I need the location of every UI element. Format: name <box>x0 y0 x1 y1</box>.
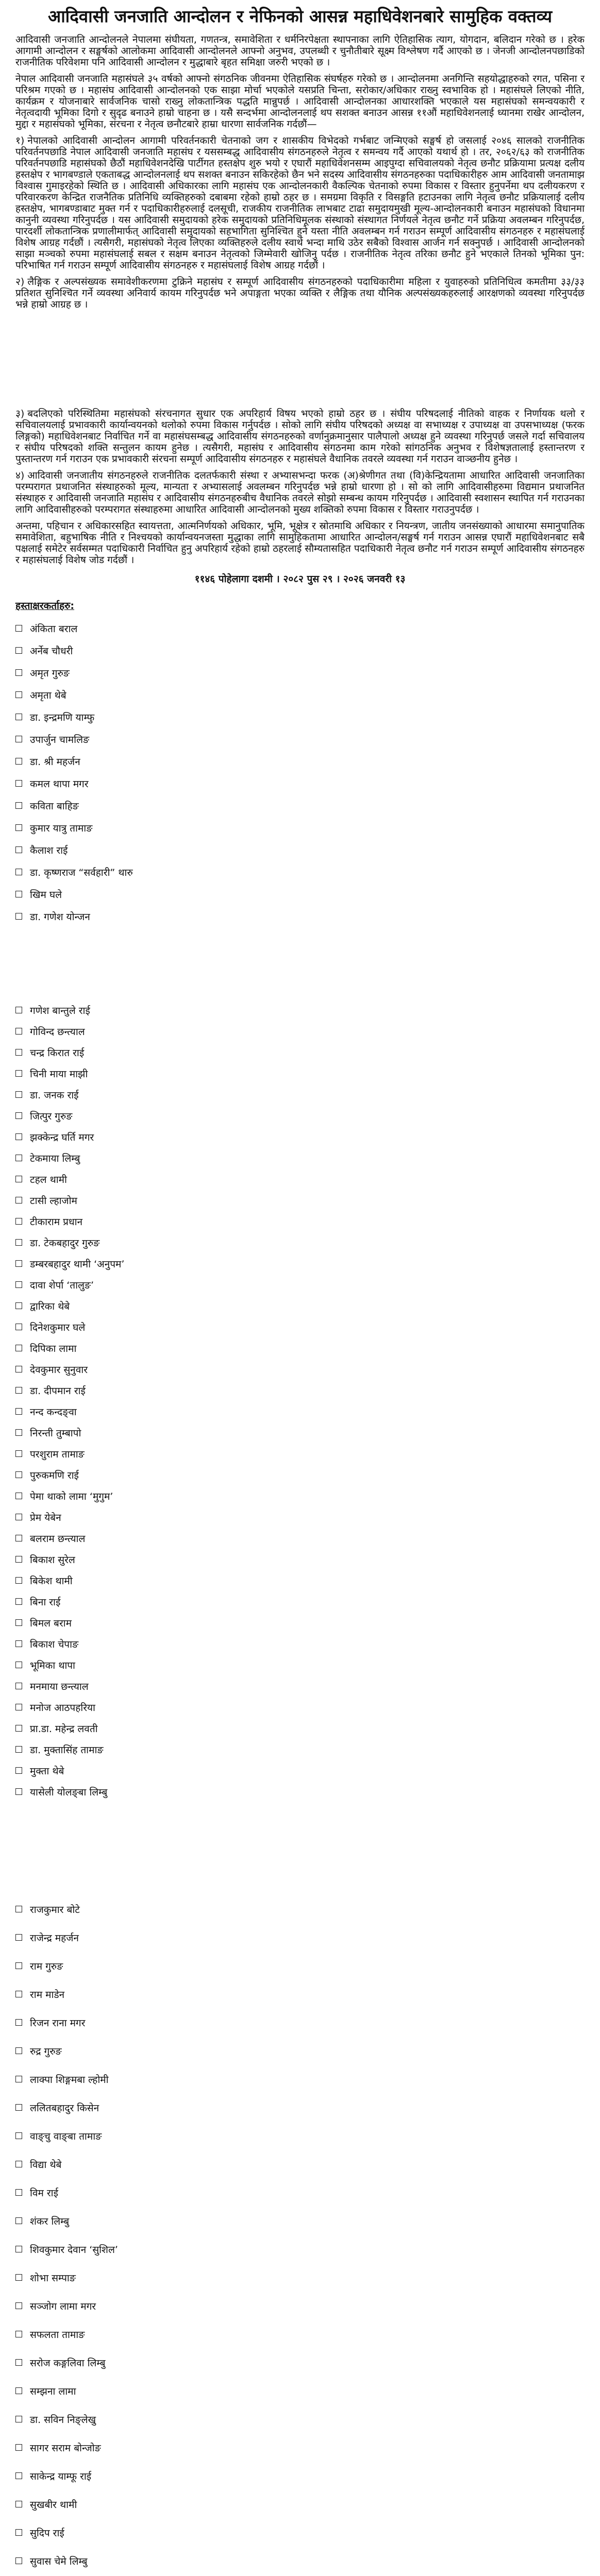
checkbox-bullet-icon <box>15 2132 22 2139</box>
checkbox-bullet-icon <box>15 2444 22 2451</box>
checkbox-bullet-icon <box>15 2047 22 2054</box>
checkbox-bullet-icon <box>15 1028 22 1035</box>
checkbox-bullet-icon <box>15 1260 22 1267</box>
checkbox-bullet-icon <box>15 2387 22 2394</box>
signatory-name: झक्केन्द्र घर्ति मगर <box>30 1131 94 1143</box>
signatory-item <box>15 1549 585 1570</box>
checkbox-bullet-icon <box>15 1662 22 1668</box>
signatory-name: परशुराम तामाङ <box>30 1448 85 1460</box>
checkbox-bullet-icon <box>15 1746 22 1753</box>
signatory-item <box>15 1591 585 1612</box>
signatory-name: सम्झना लामा <box>30 2385 76 2397</box>
signatory-item <box>15 772 585 794</box>
checkbox-bullet-icon <box>15 1218 22 1225</box>
signatory-item <box>15 2008 585 2037</box>
point-text: बदलिएको परिस्थितिमा महासंघको संरचनागत सुधार एक अपरिहार्य विषय भएको हाम्रो ठहर छ । संघीय परिषदलाई नीतिको वाहक र निर्णायक थलो र सचिवालयलाई प्रभावकारी कार्यान्वयनको थलोको रुपमा विकास गर्नुपर्दछ । सोको लागि संघीय परिषदको अध्यक्ष वा सभाध्यक्ष र उपाध्यक्ष वा उपसभाध्यक्ष (फरक लिङ्गको) महाधिवेशनबाट निर्वाचित गर्ने वा महासंघसम्बद्ध आदिवासीय संगठनहरुको वर्णानुक्रमानुसार पालैपालो अध्यक्ष हुने व्यवस्था गरिनुपर्छ जसले गर्दा सचिवालय र संघीय परिषदको शक्ति सन्तुलन कायम हुनेछ । त्यसैगरी, महासंघ र आदिवासीय संगठनमा काम गरेको सांगठनिक अनुभव र विशेषज्ञतालाई हस्तान्तरण र पुस्तान्तरण गर्न गराउन एक प्रभावकारी संरचना सम्पूर्ण आदिवासीय संगठनहरु र महासंघले वैधानिक तवरले व्यवस्था गर्न गराउन वाञ्छनीय हुनेछ । <box>15 408 585 465</box>
signatory-name: द्वारिका थेबे <box>30 1300 70 1312</box>
signatory-item <box>15 1675 585 1697</box>
signatory-name: प्रा.डा. महेन्द्र लवती <box>30 1723 98 1735</box>
signatory-item <box>15 1190 585 1211</box>
checkbox-bullet-icon <box>15 1493 22 1499</box>
checkbox-bullet-icon <box>15 714 22 720</box>
signatory-item <box>15 839 585 861</box>
checkbox-bullet-icon <box>15 1176 22 1182</box>
checkbox-bullet-icon <box>15 1366 22 1372</box>
signatory-item <box>15 2122 585 2150</box>
checkbox-bullet-icon <box>15 1906 22 1912</box>
signatory-item <box>15 883 585 905</box>
checkbox-bullet-icon <box>15 2331 22 2337</box>
checkbox-bullet-icon <box>15 2302 22 2309</box>
signatory-item <box>15 617 585 639</box>
signatory-item <box>15 1359 585 1380</box>
signatory-name: विद्या थेबे <box>30 2159 62 2171</box>
point-2 <box>15 276 585 310</box>
signatory-name: सरोज कङ्गलिवा लिम्बु <box>30 2357 106 2369</box>
signatory-item <box>15 1464 585 1485</box>
signatory-name: रिजन राना मगर <box>30 2017 86 2029</box>
checkbox-bullet-icon <box>15 1704 22 1710</box>
signatory-name: राजेन्द्र महर्जन <box>30 1932 79 1944</box>
checkbox-bullet-icon <box>15 2217 22 2224</box>
checkbox-bullet-icon <box>15 846 22 853</box>
checkbox-bullet-icon <box>15 669 22 676</box>
checkbox-bullet-icon <box>15 2529 22 2536</box>
signatory-item <box>15 2490 585 2518</box>
signatory-item <box>15 1337 585 1359</box>
checkbox-bullet-icon <box>15 2019 22 2026</box>
signatory-name: बलराम छन्त्याल <box>30 1533 86 1545</box>
signatory-item <box>15 1895 585 1923</box>
checkbox-bullet-icon <box>15 1556 22 1563</box>
checkbox-bullet-icon <box>15 2557 22 2564</box>
checkbox-bullet-icon <box>15 1049 22 1056</box>
signatory-item <box>15 2150 585 2178</box>
checkbox-bullet-icon <box>15 1514 22 1520</box>
point-text: नेपालको आदिवासी आन्दोलन आगामी परिवर्तनकारी चेतनाको जग र शासकीय विभेदको गर्भबाट जन्मिएको सङ्घर्ष हो जसलाई २०४६ सालको राजनीतिक परिवर्तनपछाडि नेपाल आदिवासी जनजाति महासंघ र यससम्बद्ध आदिवासीय संगठनहरुले नेतृत्व र समन्वय गर्दै आएको यथार्थ हो । तर, २०६२/६३ को राजनीतिक परिवर्तनपछाडि महासंघको छैठौं महाधिवेशनदेखि पार्टीगत हस्तक्षेप शुरु भयो र एघारौं महाधिवेशनसम्म आइपुग्दा सचिवालयको नेतृत्व छनौट प्रक्रियामा प्रत्यक्ष दलीय हस्तक्षेप र भागबण्डाले एकताबद्ध आन्दोलनलाई थप सशक्त बनाउन सकिरहेको छैन भने सदस्य आदिवासीय संगठनहरुका पदाधिकारीहरु आम आदिवासी जनतामाझ विश्वास गुमाइरहेको स्थिति छ । आदिवासी अधिकारका लागि महासंघ एक आन्दोलनकारी वैकल्पिक चेतनाको रुपमा विकास र विस्तार हुनुपर्नेमा थप दलीयकरण र परिवारकरण केन्द्रित राजनैतिक प्रतिनिधि व्यक्तिहरुको दबाबमा रहेको हाम्रो ठहर छ । समग्रमा विकृति र विसङ्गति हटाउनका लागि नेतृत्व छनौट प्रक्रियालाई दलीय हस्तक्षेप, भागबण्डाबाट मुक्त गर्न र पदाधिकारीहरुलाई दलसूची, राजकीय राजनीतिक लाभबाट टाढा समुदायमुखी मूल्य-आन्दोलनकारी बनाउन महासंघको विधानमा कानुनी व्यवस्था गरिनुपर्दछ । यस आदिवासी समुदायको हरेक समुदायको प्रतिनिधिमूलक संस्थाको संस्थागत निर्णयले नेतृत्व छनौट गर्ने प्रक्रिया अवलम्बन गरिनुपर्दछ, पारदर्शी लोकतान्त्रिक प्रणालीमार्फत् आदिवासी समुदायको सहभागिता सुनिश्चित हुने यस्ता नीति अवलम्बन गर्न गराउन सम्पूर्ण आदिवासीय संगठनहरु र महासंघलाई विशेष आग्रह गर्दछौं । त्यसैगरी, महासंघको नेतृत्व लिएका व्यक्तिहरुले दलीय स्वार्थ भन्दा माथि उठेर सबैको विश्वास आर्जन गर्न सक्नुपर्छ । आदिवासी आन्दोलनको साझा मञ्चको रुपमा महासंघलाई सबल र सक्षम बनाउन नेतृत्वको जिम्मेवारी खोजिनु पर्दछ । राजनीतिक नेतृत्व तरिका छनौट हुने भएकाले तिनको भूमिका पुन: परिभाषित गर्न गराउन सम्पूर्ण आदिवासीय संगठनहरु र महासंघलाई विशेष आग्रह गर्दछौं । <box>15 135 585 271</box>
checkbox-bullet-icon <box>15 1788 22 1795</box>
point-number: ३) <box>15 408 25 419</box>
signatory-name: सुखबीर थामी <box>30 2499 77 2511</box>
checkbox-bullet-icon <box>15 1962 22 1969</box>
signatory-name: गोविन्द छन्त्याल <box>30 1026 85 1038</box>
signatory-item <box>15 1528 585 1549</box>
signatory-name: ललितबहादुर किसेन <box>30 2102 99 2114</box>
signatory-name: बिना राई <box>30 1596 61 1608</box>
signatory-name: टहल थामी <box>30 1174 67 1185</box>
signatory-item <box>15 999 585 1021</box>
checkbox-bullet-icon <box>15 1239 22 1246</box>
checkbox-bullet-icon <box>15 1640 22 1647</box>
signatory-list-1 <box>15 617 585 927</box>
signatory-name: शिवकुमार देवान ‘सुशिल’ <box>30 2244 118 2256</box>
signatory-item <box>15 1126 585 1147</box>
checkbox-bullet-icon <box>15 1725 22 1732</box>
signatory-name: शोभा सम्पाङ <box>30 2272 76 2284</box>
checkbox-bullet-icon <box>15 1450 22 1457</box>
signatory-name: शंकर लिम्बु <box>30 2215 70 2227</box>
signatory-item <box>15 905 585 927</box>
signatory-name: अर्नेब चौधरी <box>30 645 73 657</box>
checkbox-bullet-icon <box>15 1155 22 1161</box>
checkbox-bullet-icon <box>15 625 22 632</box>
signatory-item <box>15 2377 585 2405</box>
checkbox-bullet-icon <box>15 2472 22 2479</box>
checkbox-bullet-icon <box>15 1091 22 1098</box>
point-1 <box>15 135 585 271</box>
signatory-name: अमृता थेबे <box>30 689 66 701</box>
checkbox-bullet-icon <box>15 1471 22 1478</box>
signatory-name: साकेन्द्र याम्फू राई <box>30 2470 92 2482</box>
signatory-item <box>15 2037 585 2065</box>
signatory-item <box>15 1316 585 1337</box>
signatory-name: टीकाराम प्रधान <box>30 1216 83 1228</box>
signatory-name: मुक्ता थेबे <box>30 1765 64 1777</box>
signatory-name: बिकाश चेपाङ <box>30 1638 79 1650</box>
signatory-item <box>15 2292 585 2320</box>
signatory-name: चन्द्र किरात राई <box>30 1047 85 1059</box>
signatory-name: दावा शेर्पा ‘तालुङ’ <box>30 1279 94 1291</box>
signatory-item <box>15 1211 585 1232</box>
signatory-item <box>15 706 585 728</box>
signatory-item <box>15 728 585 750</box>
signatory-item <box>15 1781 585 1802</box>
signatory-item <box>15 662 585 684</box>
point-number: १) <box>15 135 25 146</box>
signatory-item <box>15 1485 585 1506</box>
signatory-name: देवकुमार सुनुवार <box>30 1364 88 1376</box>
signatory-name: टासी ल्हाजोम <box>30 1195 77 1207</box>
signatory-list-3 <box>15 1895 585 2576</box>
signatory-name: गणेश बान्तुले राई <box>30 1005 90 1016</box>
checkbox-bullet-icon <box>15 647 22 654</box>
checkbox-bullet-icon <box>15 913 22 920</box>
signatory-name: सुदिप राई <box>30 2527 64 2539</box>
checkbox-bullet-icon <box>15 1324 22 1330</box>
signatory-name: अंकिता बराल <box>30 623 78 635</box>
signatory-name: डा. जनक राई <box>30 1089 79 1101</box>
signatory-item <box>15 2462 585 2490</box>
signatory-item <box>15 1232 585 1253</box>
checkbox-bullet-icon <box>15 1991 22 1997</box>
point-text: आदिवासी जनजातीय संगठनहरुले राजनीतिक दलतर्फकारी संस्था र अभ्यासभन्दा फरक (अ)श्रेणीगत तथा (वि)केन्द्रियतामा आधारित आदिवासी जनजातिका परम्परागत प्रथाजनित संस्थाहरुको मूल्य, मान्यता र अभ्यासलाई अवलम्बन गरिनुपर्दछ भन्ने हाम्रो धारणा हो । सो को लागि आदिवासीहरुमा विद्यमान प्रथाजनित संस्थाहरु र आदिवासी जनजाति महासंघ र आदिवासीय संगठनहरुबीच वैधानिक तवरले सोझो सम्बन्ध कायम गरिनुपर्दछ । आदिवासी स्वशासन स्थापित गर्न गराउनका लागि आदिवासीहरुको परम्परागत संस्थाहरुमा आधारित आदिवासी आन्दोलनको मुख्य शक्तिको रुपमा विकास र विस्तार गराउनुपर्दछ । <box>15 470 585 515</box>
checkbox-bullet-icon <box>15 1070 22 1077</box>
signatory-name: कैलाश राई <box>30 844 68 856</box>
signatory-item <box>15 1506 585 1528</box>
signatory-item <box>15 2518 585 2547</box>
signatory-name: नन्द कन्दङ्वा <box>30 1406 77 1418</box>
signatory-item <box>15 1422 585 1443</box>
checkbox-bullet-icon <box>15 2246 22 2252</box>
signatory-item <box>15 1570 585 1591</box>
checkbox-bullet-icon <box>15 1767 22 1774</box>
signatory-name: बिकेश थामी <box>30 1575 73 1587</box>
point-4 <box>15 470 585 515</box>
signatory-item <box>15 2093 585 2122</box>
signatory-item <box>15 1063 585 1084</box>
signatory-item <box>15 1633 585 1654</box>
signatory-name: विम राई <box>30 2187 58 2199</box>
checkbox-bullet-icon <box>15 802 22 809</box>
signatory-item <box>15 1401 585 1422</box>
signatory-name: पुरुकमणि राई <box>30 1469 79 1481</box>
checkbox-bullet-icon <box>15 824 22 831</box>
signatory-name: टेकमाया लिम्बु <box>30 1153 80 1164</box>
signatory-item <box>15 1718 585 1739</box>
statement-title: आदिवासी जनजाति आन्दोलन र नेफिनको आसन्न महाधिवेशनबारे सामुहिक वक्तव्य <box>47 6 553 26</box>
signatory-item <box>15 2433 585 2462</box>
checkbox-bullet-icon <box>15 758 22 765</box>
signatory-item <box>15 2348 585 2377</box>
signatory-list-2 <box>15 999 585 1802</box>
signatory-item <box>15 2235 585 2263</box>
signatory-name: सुवास चेमे लिम्बु <box>30 2555 88 2567</box>
closing-paragraph: अन्तमा, पहिचान र अधिकारसहित स्वायत्तता, आत्मनिर्णयको अधिकार, भूमि, भूक्षेत्र र स्रोतमाथि अधिकार र नियन्त्रण, जातीय जनसंख्याको आधारमा समानुपातिक समावेशिता, बहुभाषिक नीति र निश्चयको कार्यान्वयनजस्ता मुद्धाका लागि सामुहिकतामा आधारित आन्दोलन/सङ्घर्ष गर्न गराउन आसन्न एघारौं महाधिवेशनबाट सबै पक्षलाई समेटेर सर्वसम्मत पदाधिकारी निर्वाचित हुनु अपरिहार्य रहेको हाम्रो ठहरलाई सौम्यतासहित पदाधिकारी नेतृत्व छनौट गर्न गराउन सम्पूर्ण आदिवासीय संगठनहरु र महासंघलाई विशेष जोड गर्दछौं । <box>15 520 585 566</box>
signatory-item <box>15 861 585 883</box>
signatory-item <box>15 1105 585 1126</box>
checkbox-bullet-icon <box>15 1387 22 1394</box>
signatory-name: मनोज आठपहरिया <box>30 1702 95 1714</box>
signatory-name: सागर सराम बोन्जोङ <box>30 2442 101 2454</box>
signatory-item <box>15 1760 585 1781</box>
checkbox-bullet-icon <box>15 2076 22 2082</box>
checkbox-bullet-icon <box>15 1197 22 1204</box>
signatory-item <box>15 2207 585 2235</box>
signatory-name: सञ्जोग लामा मगर <box>30 2300 96 2312</box>
signatory-name: उपार्जुन चामलिङ <box>30 734 90 745</box>
signatory-item <box>15 1253 585 1274</box>
checkbox-bullet-icon <box>15 1408 22 1415</box>
signatory-item <box>15 794 585 817</box>
signatory-item <box>15 1697 585 1718</box>
signatory-item <box>15 1380 585 1401</box>
signatory-name: डा. श्री महर्जन <box>30 756 80 768</box>
checkbox-bullet-icon <box>15 1007 22 1013</box>
point-number: ४) <box>15 470 25 481</box>
signatory-name: यासेली योलङ्बा लिम्बु <box>30 1786 108 1798</box>
checkbox-bullet-icon <box>15 2501 22 2507</box>
checkbox-bullet-icon <box>15 1112 22 1119</box>
checkbox-bullet-icon <box>15 2359 22 2366</box>
signatory-item <box>15 1042 585 1063</box>
signatory-name: जित्पुर गुरुङ <box>30 1110 73 1122</box>
signatory-name: रुद्र गुरुङ <box>30 2045 62 2057</box>
signatory-name: कमल थापा मगर <box>30 778 89 790</box>
checkbox-bullet-icon <box>15 2189 22 2196</box>
signatory-name: डा. कृष्णराज “सर्वहारी” थारु <box>30 867 133 878</box>
signatory-name: दिनेशकुमार घले <box>30 1321 86 1333</box>
signatory-item <box>15 1443 585 1464</box>
signatory-item <box>15 1147 585 1168</box>
signatory-name: अमृत गुरुङ <box>30 667 70 679</box>
point-text: लैङ्गिक र अल्पसंख्यक समावेशीकरणमा टुक्रिने महासंघ र सम्पूर्ण आदिवासीय संगठनहरुको पदाधिकारीमा महिला र युवाहरुको प्रतिनिधित्व कमतीमा ३३/३३ प्रतिशत सुनिश्चित गर्ने व्यवस्था अनिवार्य कायम गरिनुपर्दछ भने अपाङ्गता भएका व्यक्ति र लैङ्गिक तथा यौनिक अल्पसंख्यकहरुलाई आरक्षणको व्यवस्था गरिनुपर्दछ भन्ने हाम्रो आग्रह छ । <box>15 276 585 310</box>
statement-date: ११४६ पोहेलागा दशमी । २०८२ पुस २९ । २०२६ जनवरी १३ <box>194 573 406 585</box>
checkbox-bullet-icon <box>15 1302 22 1309</box>
intro-paragraph-1: आदिवासी जनजाति आन्दोलनले नेपालमा संघीयता, गणतन्त्र, समावेशिता र धर्मनिरपेक्षता स्थापनाका लागि ऐतिहासिक त्याग, योगदान, बलिदान गरेको छ । हरेक आगामी आन्दोलन र सङ्घर्षको आलोकमा आदिवासी आन्दोलनले आफ्नो अनुभव, उपलब्धी र चुनौतीबारे सूक्ष्म विश्लेषण गर्दै आएको छ । जेनजी आन्दोलनपछाडिको राजनीतिक परिवेशमा पनि आदिवासी आन्दोलन र मुद्धाबारे बृहत समिक्षा जरुरी भएको छ । <box>15 34 585 68</box>
checkbox-bullet-icon <box>15 2416 22 2422</box>
signatory-item <box>15 1923 585 1952</box>
signatory-item <box>15 1739 585 1760</box>
signatory-name: चिनी माया माझी <box>30 1068 88 1080</box>
signatory-item <box>15 2405 585 2433</box>
checkbox-bullet-icon <box>15 1577 22 1584</box>
signatory-item <box>15 1021 585 1042</box>
signatory-item <box>15 2178 585 2207</box>
signatory-name: डा. दीपमान राई <box>30 1385 86 1397</box>
checkbox-bullet-icon <box>15 2274 22 2281</box>
signatory-name: डा. इन्द्रमणि याम्फु <box>30 711 95 723</box>
signatory-item <box>15 1084 585 1105</box>
signatory-name: बिकाश सुरेल <box>30 1554 75 1566</box>
point-number: २) <box>15 276 25 287</box>
signatory-name: कुमार यात्रु तामाङ <box>30 822 93 834</box>
intro-paragraph-2: नेपाल आदिवासी जनजाति महासंघले ३५ वर्षको आफ्नो संगठनिक जीवनमा ऐतिहासिक संघर्षहरु गरेको छ । आन्दोलनमा अनगिन्ति सहयोद्धाहरुको रगत, पसिना र परिश्रम गएको छ । महासंघ आदिवासी आन्दोलनको एक साझा मोर्चा भएकोले यसप्रति चिन्ता, सरोकार/अधिकार राख्नु स्वभाविक हो । महासंघले लिएको नीति, कार्यक्रम र योजनाबारे सार्वजनिक चासो राख्नु लोकतान्त्रिक पद्धति मान्नुपर्छ । आदिवासी आन्दोलनका आधारशक्ति भएकाले यस महासंघको समन्वयकारी र नेतृत्वदायी भूमिका दिगो र सुदृढ बनाउने हाम्रो चाहना छ । यसै सन्दर्भमा आन्दोलनलाई थप सशक्त बनाउन आसन्न ११औं महाधिवेशनलाई ध्यानमा राखेर आन्दोलन, मुद्दा र महासंघको भूमिका, संरचना र नेतृत्व छनौटबारे हाम्रा धारणा सार्वजनिक गर्दछौं— <box>15 73 585 130</box>
signatory-item <box>15 1980 585 2008</box>
checkbox-bullet-icon <box>15 1429 22 1436</box>
signatory-name: डा. टेकबहादुर गुरुङ <box>30 1237 100 1249</box>
signatory-item <box>15 639 585 662</box>
checkbox-bullet-icon <box>15 1683 22 1689</box>
signatory-name: प्रेम येबेन <box>30 1512 61 1523</box>
checkbox-bullet-icon <box>15 2104 22 2111</box>
signatory-item <box>15 1612 585 1633</box>
checkbox-bullet-icon <box>15 780 22 787</box>
signatory-item <box>15 750 585 772</box>
checkbox-bullet-icon <box>15 891 22 897</box>
checkbox-bullet-icon <box>15 736 22 742</box>
signatory-name: खिम घले <box>30 889 62 901</box>
point-3 <box>15 408 585 465</box>
signatory-name: डा. सविन निङ्लेखु <box>30 2414 96 2426</box>
signatory-item <box>15 817 585 839</box>
checkbox-bullet-icon <box>15 1345 22 1351</box>
signatory-name: दिपिका लामा <box>30 1343 77 1354</box>
signatories-heading: हस्ताक्षरकर्ताहरु: <box>15 600 75 612</box>
signatory-name: पेमा थाको लामा ‘मुगुम’ <box>30 1490 113 1502</box>
signatory-name: राजकुमार बोटे <box>30 1904 80 1916</box>
signatory-name: निरन्ती तुम्बापो <box>30 1427 81 1439</box>
signatory-item <box>15 1654 585 1675</box>
signatory-item <box>15 1295 585 1316</box>
signatory-name: राम गुरुङ <box>30 1960 63 1972</box>
signatory-name: डा. गणेश योन्जन <box>30 911 90 923</box>
signatory-item <box>15 2263 585 2292</box>
signatory-name: सफलता तामाङ <box>30 2329 85 2341</box>
checkbox-bullet-icon <box>15 1934 22 1941</box>
signatory-name: डम्बरबहादुर थामी ‘अनुपम’ <box>30 1258 125 1270</box>
signatory-name: मनमाया छन्त्याल <box>30 1681 89 1692</box>
signatory-item <box>15 2547 585 2575</box>
signatory-name: वाङ्चु वाङ्बा तामाङ <box>30 2130 102 2142</box>
signatory-name: राम माडेन <box>30 1989 65 2001</box>
signatory-item <box>15 1274 585 1295</box>
checkbox-bullet-icon <box>15 2161 22 2167</box>
signatory-item <box>15 1952 585 1980</box>
signatory-item <box>15 1168 585 1190</box>
checkbox-bullet-icon <box>15 1133 22 1140</box>
checkbox-bullet-icon <box>15 1281 22 1288</box>
signatory-name: भूमिका थापा <box>30 1659 75 1671</box>
checkbox-bullet-icon <box>15 1598 22 1605</box>
checkbox-bullet-icon <box>15 1619 22 1626</box>
signatory-name: बिमल बराम <box>30 1617 72 1629</box>
signatory-item <box>15 2320 585 2348</box>
signatory-name: कविता बाहिङ <box>30 800 79 812</box>
signatory-item <box>15 2065 585 2093</box>
signatory-name: लाक्पा शिङ्गमबा ल्होमी <box>30 2074 109 2086</box>
signatory-name: डा. मुक्तासिंह तामाङ <box>30 1744 104 1756</box>
checkbox-bullet-icon <box>15 1535 22 1541</box>
checkbox-bullet-icon <box>15 869 22 875</box>
signatory-item <box>15 684 585 706</box>
checkbox-bullet-icon <box>15 691 22 698</box>
